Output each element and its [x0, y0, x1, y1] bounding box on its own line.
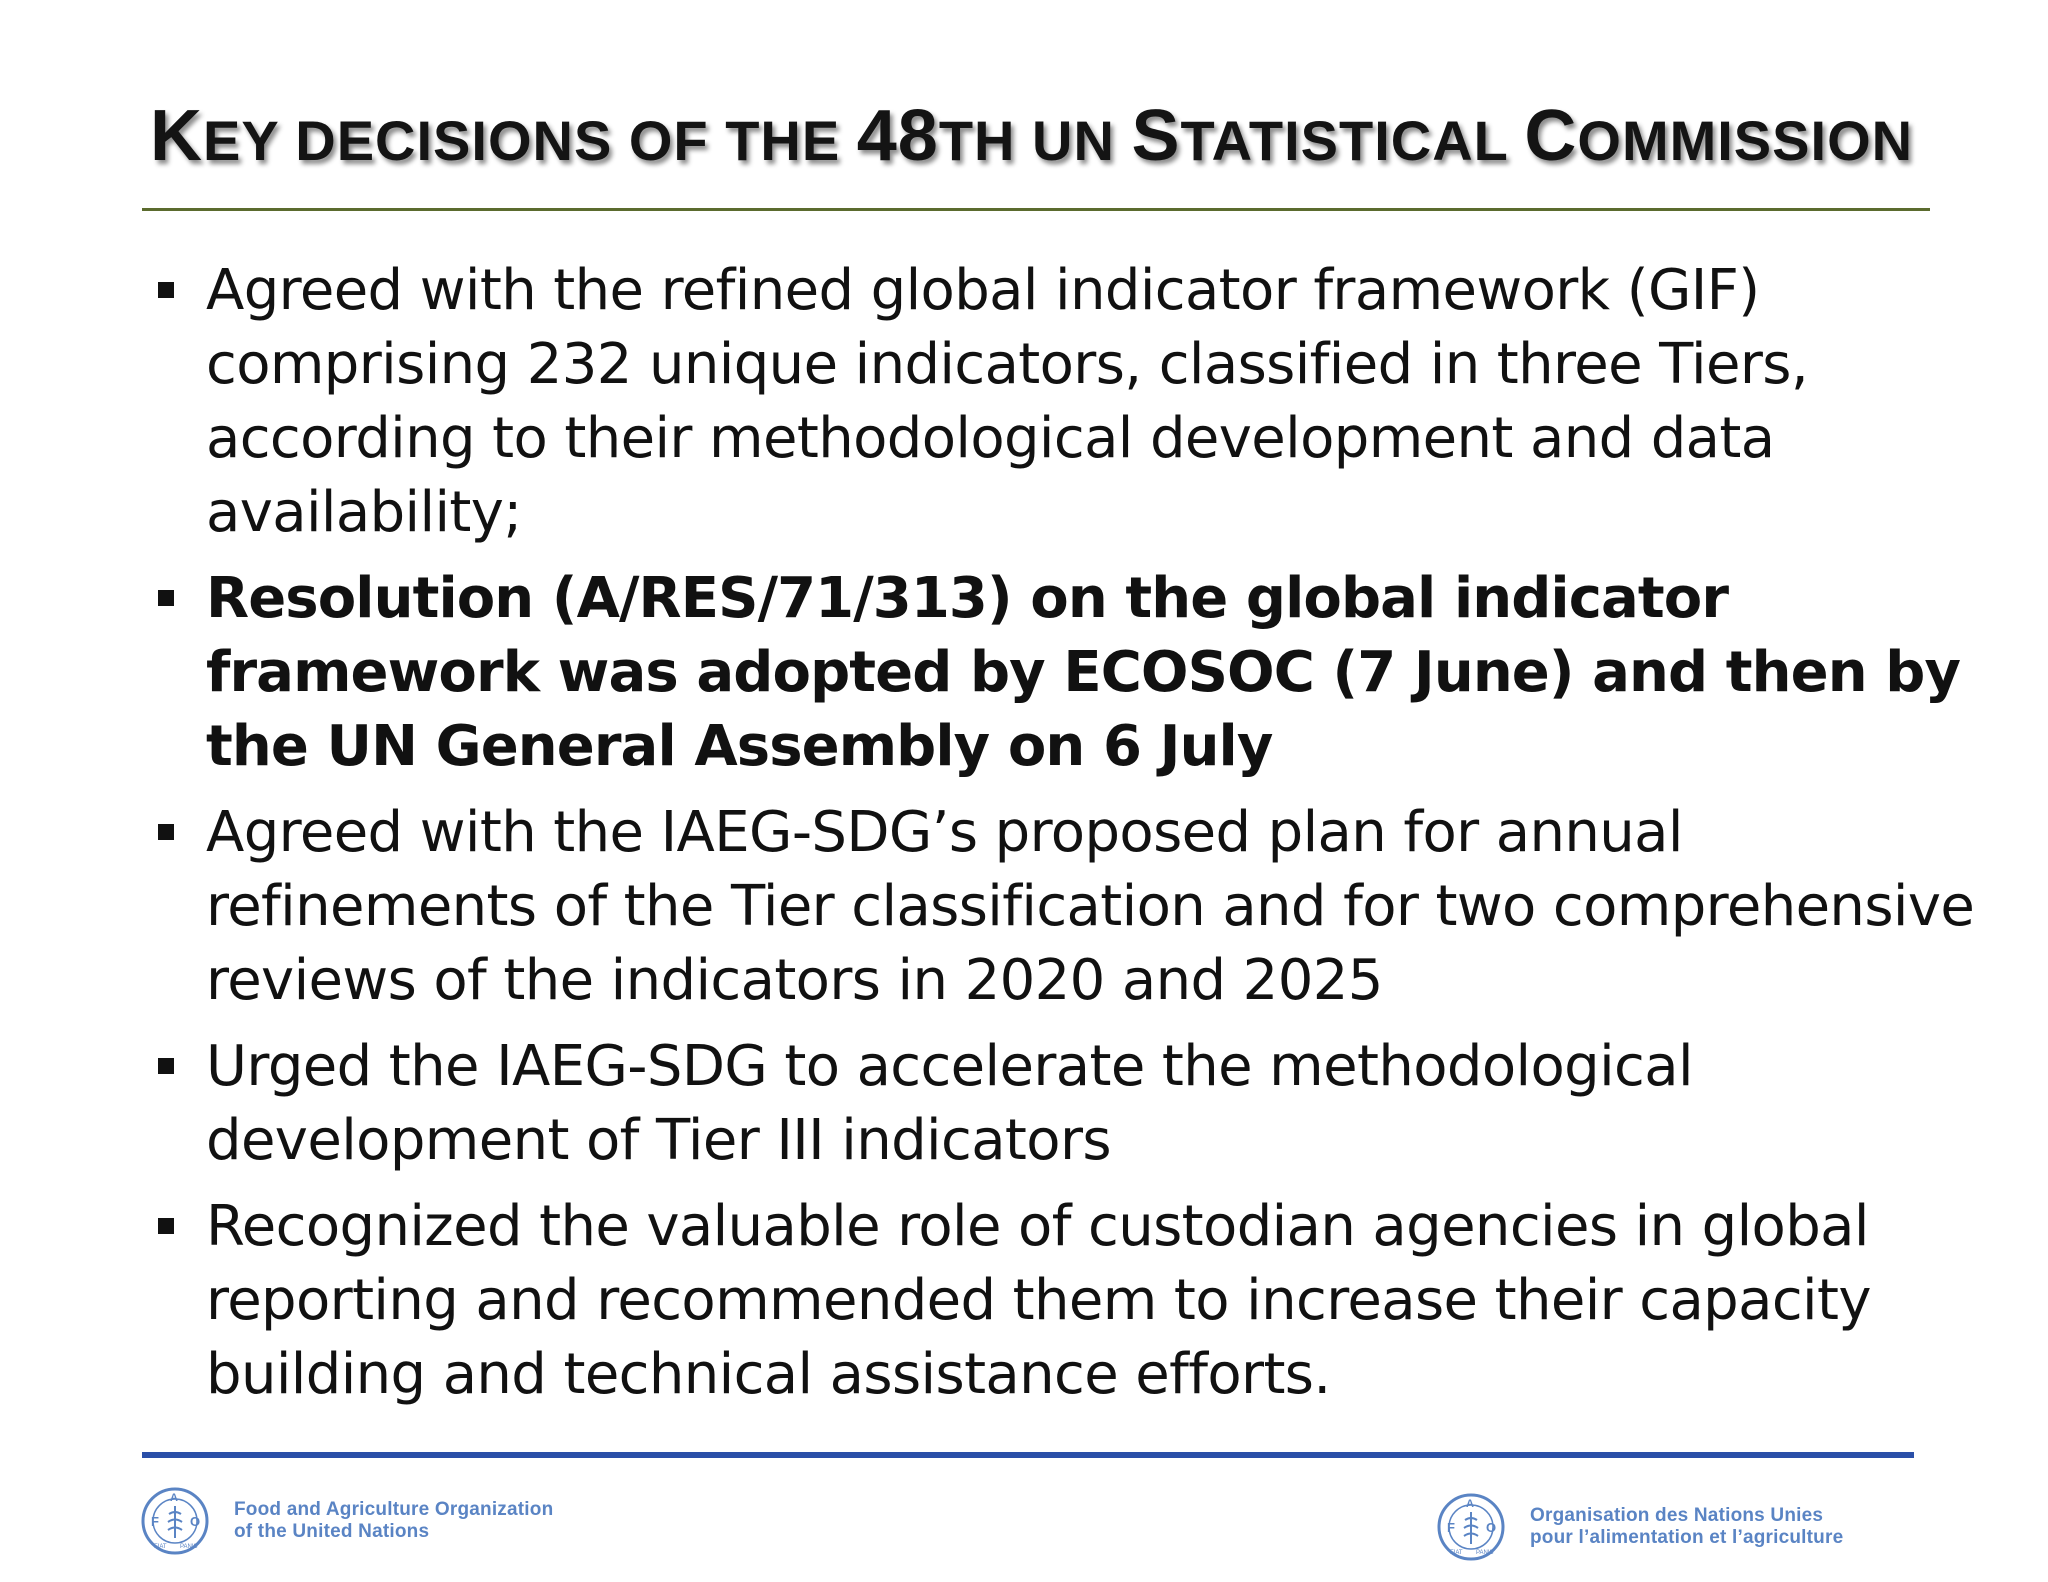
emblem-motto: FIAT: [154, 1544, 167, 1550]
title-part: C: [1524, 96, 1578, 176]
emblem-motto: PANIS: [180, 1544, 198, 1550]
title-part: S: [1131, 96, 1181, 176]
square-bullet-icon: [158, 282, 174, 298]
fao-emblem-icon: [140, 1486, 210, 1556]
emblem-letter: F: [1447, 1520, 1455, 1535]
logo-line: Organisation des Nations Unies: [1530, 1505, 1824, 1526]
bullet-item: [150, 1030, 1980, 1178]
bullet-text: Recognized the valuable role of custodian agencies in global reporting and recommended them to increase their capacity building and technical assistance efforts.: [206, 1194, 1871, 1407]
square-bullet-icon: [158, 824, 174, 840]
title-part: EY DECISIONS OF THE: [203, 109, 857, 172]
square-bullet-icon: [158, 1218, 174, 1234]
emblem-letter: F: [151, 1514, 159, 1529]
emblem-motto: PANIS: [1476, 1550, 1494, 1556]
title-part: OMMISSION: [1577, 109, 1914, 172]
title-part: 48: [856, 96, 939, 176]
square-bullet-icon: [158, 590, 174, 606]
logo-text: [234, 1499, 553, 1543]
bullet-list: [150, 254, 1980, 1424]
bullet-item: [150, 1190, 1980, 1412]
emblem-letter: A: [170, 1492, 178, 1504]
bullet-text: Resolution (A/RES/71/313) on the global indicator framework was adopted by ECOSOC (7 June) and then by the UN General Assembly on 6 July: [206, 566, 1961, 779]
emblem-letter: O: [1486, 1520, 1497, 1535]
fao-emblem-icon: [1436, 1492, 1506, 1562]
fao-logo-english: [140, 1486, 553, 1556]
bullet-text: Urged the IAEG-SDG to accelerate the methodological development of Tier III indicators: [206, 1034, 1693, 1173]
title-divider: [142, 208, 1930, 211]
logo-line: Food and Agriculture Organization: [234, 1499, 554, 1520]
emblem-letter: O: [190, 1514, 201, 1529]
bullet-item: [150, 796, 1980, 1018]
square-bullet-icon: [158, 1058, 174, 1074]
slide-title: [150, 96, 1950, 181]
logo-line: pour l’alimentation et l’agriculture: [1530, 1527, 1844, 1548]
title-part: TATISTICAL: [1180, 109, 1525, 172]
bullet-text: Agreed with the IAEG-SDG’s proposed plan for annual refinements of the Tier classification and for two comprehensive reviews of the indicators in 2020 and 2025: [206, 800, 1975, 1013]
fao-logo-french: [1436, 1492, 1843, 1562]
bullet-text: Agreed with the refined global indicator framework (GIF) comprising 232 unique indicators, classified in three Tiers, according to their methodological development and data availability;: [206, 258, 1809, 545]
title-part: TH UN: [938, 109, 1132, 172]
bullet-item: [150, 562, 1980, 784]
emblem-letter: A: [1466, 1498, 1474, 1510]
bullet-item: [150, 254, 1980, 550]
footer-divider: [142, 1452, 1914, 1458]
title-part: K: [150, 96, 203, 176]
logo-line: of the United Nations: [234, 1521, 430, 1542]
logo-text: [1530, 1505, 1843, 1549]
emblem-motto: FIAT: [1450, 1550, 1463, 1556]
